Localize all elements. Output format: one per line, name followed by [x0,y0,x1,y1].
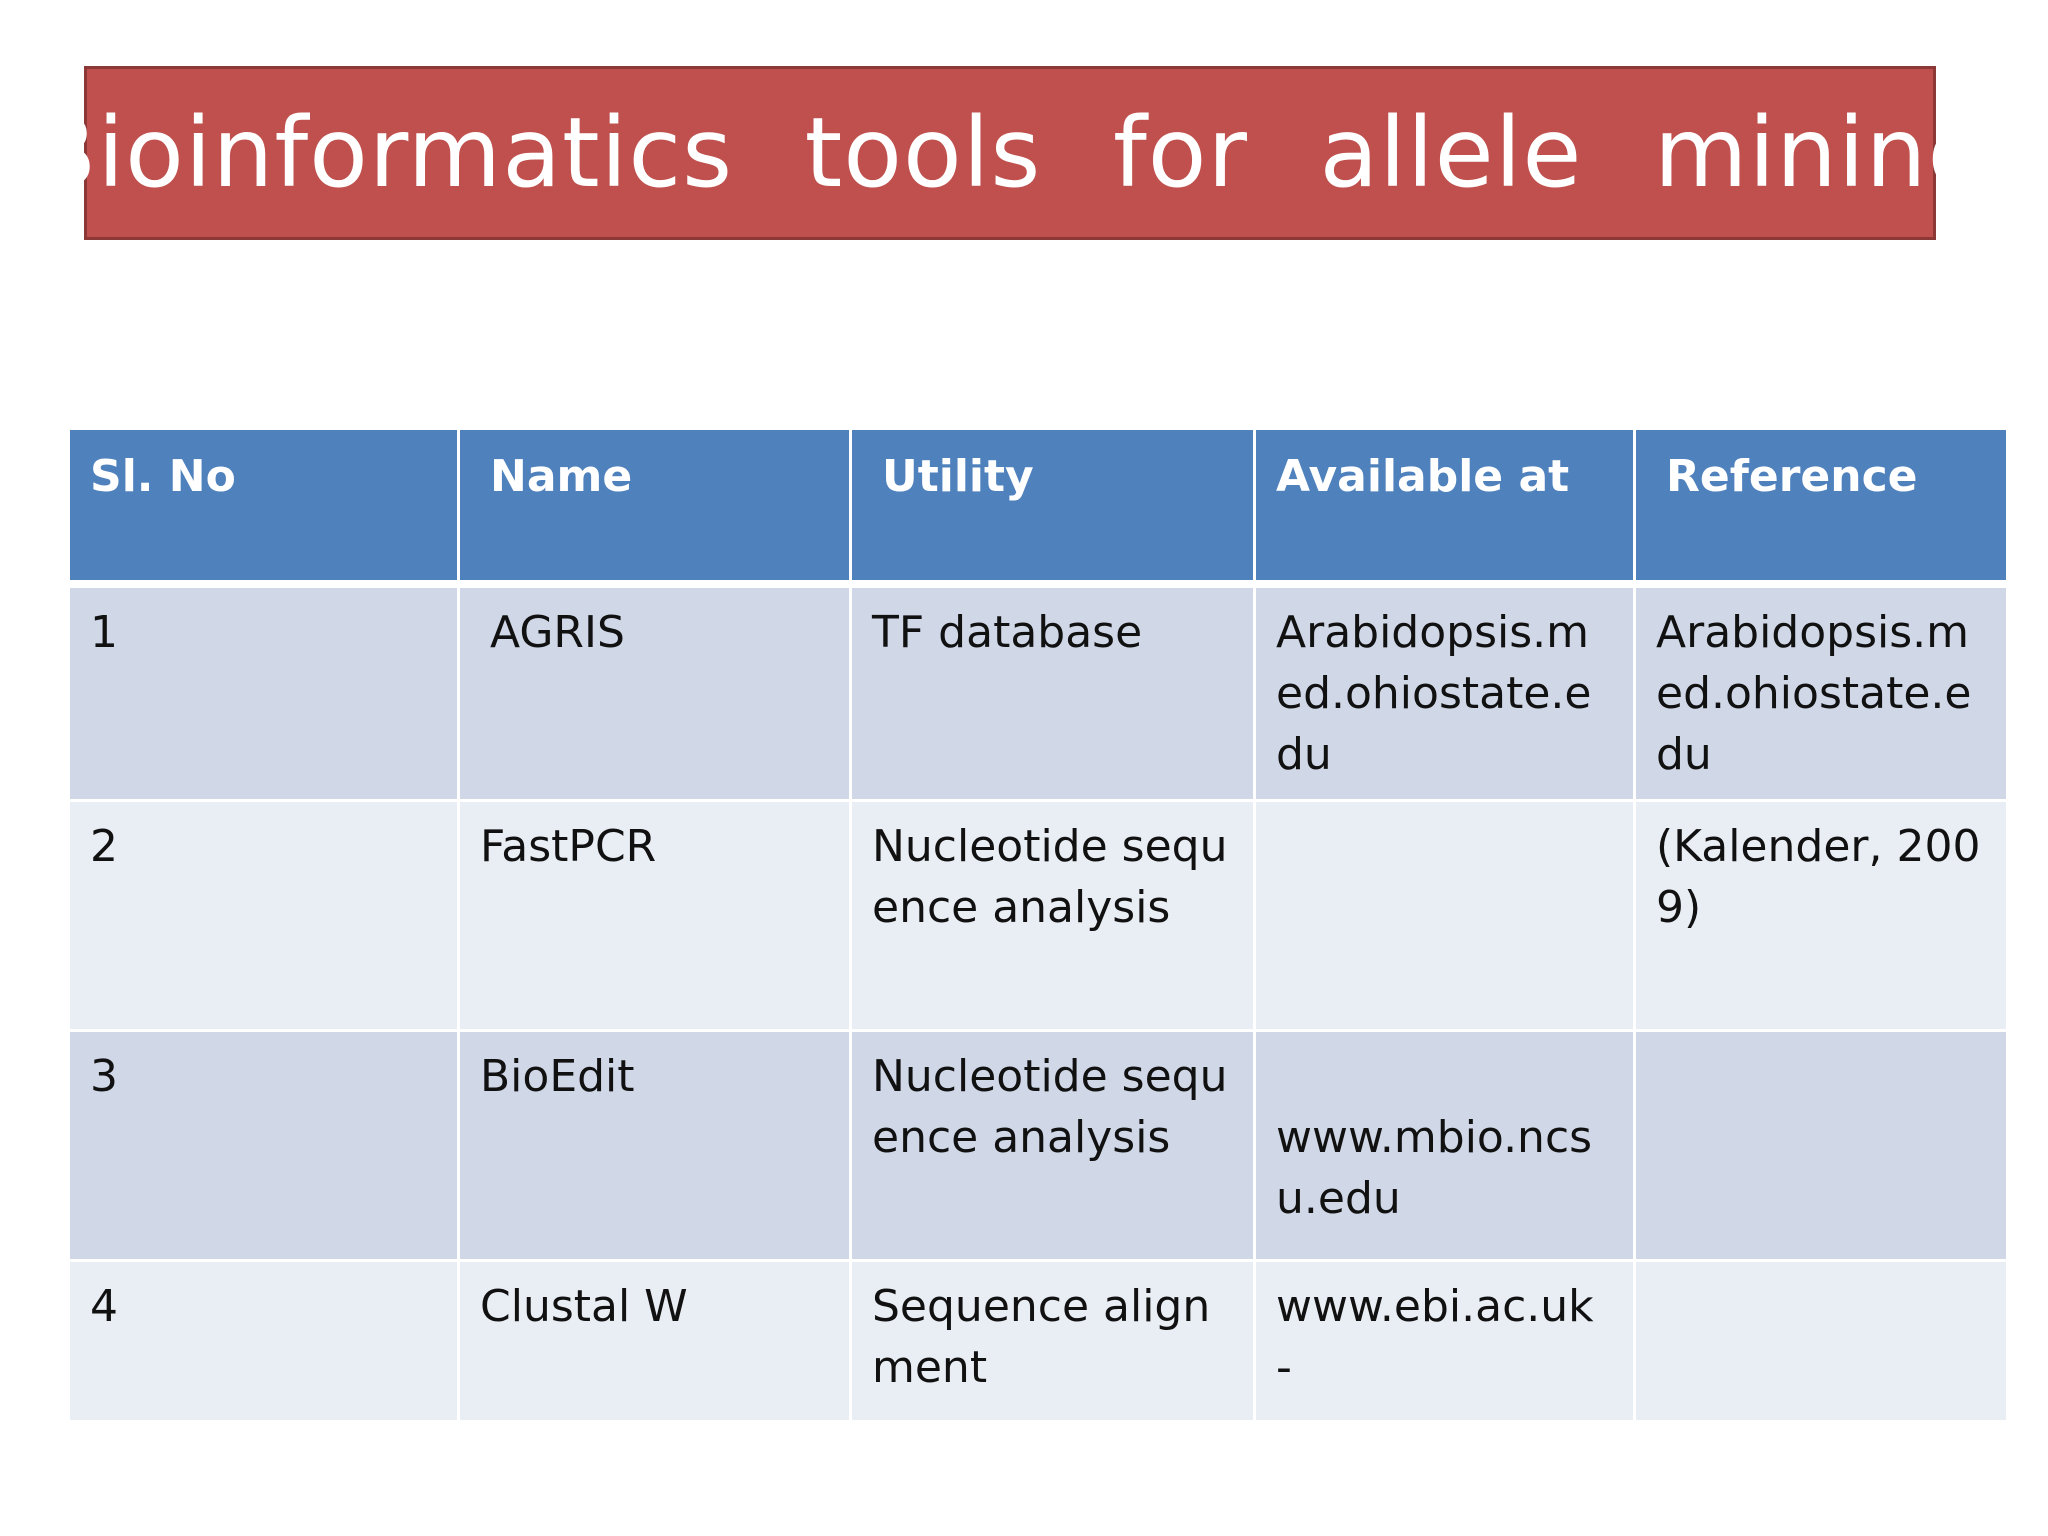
cell-utility: Nucleotide sequence analysis [852,1032,1256,1262]
cell-reference [1636,1262,2006,1423]
cell-available-at: www.ebi.ac.uk - [1256,1262,1636,1423]
table-header-row [70,430,2006,588]
cell-reference: Arabidopsis.med.ohiostate.edu [1636,588,2006,802]
cell-utility: Sequence alignment [852,1262,1256,1423]
cell-reference [1636,1032,2006,1262]
cell-sl-no: 3 [70,1032,460,1262]
header-available-at: Available at [1256,430,1636,588]
cell-available-at: www.mbio.ncsu.edu [1256,1032,1636,1262]
header-utility: Utility [852,430,1256,588]
cell-sl-no: 1 [70,588,460,802]
table-row [70,588,2006,802]
cell-name: AGRIS [460,588,852,802]
cell-name: FastPCR [460,802,852,1032]
slide-title: Bioinformatics tools for allele mining [30,97,1990,209]
table-row [70,1262,2006,1423]
cell-sl-no: 2 [70,802,460,1032]
cell-name: BioEdit [460,1032,852,1262]
cell-available-at: Arabidopsis.med.ohiostate.edu [1256,588,1636,802]
slide-title-box [30,66,1990,240]
table-row [70,1032,2006,1262]
cell-utility: TF database [852,588,1256,802]
cell-name: Clustal W [460,1262,852,1423]
cell-sl-no: 4 [70,1262,460,1423]
table-row [70,802,2006,1032]
tools-table [70,430,2006,1423]
cell-reference: (Kalender, 2009) [1636,802,2006,1032]
cell-available-at [1256,802,1636,1032]
header-sl-no: Sl. No [70,430,460,588]
header-name: Name [460,430,852,588]
cell-utility: Nucleotide sequence analysis [852,802,1256,1032]
header-reference: Reference [1636,430,2006,588]
